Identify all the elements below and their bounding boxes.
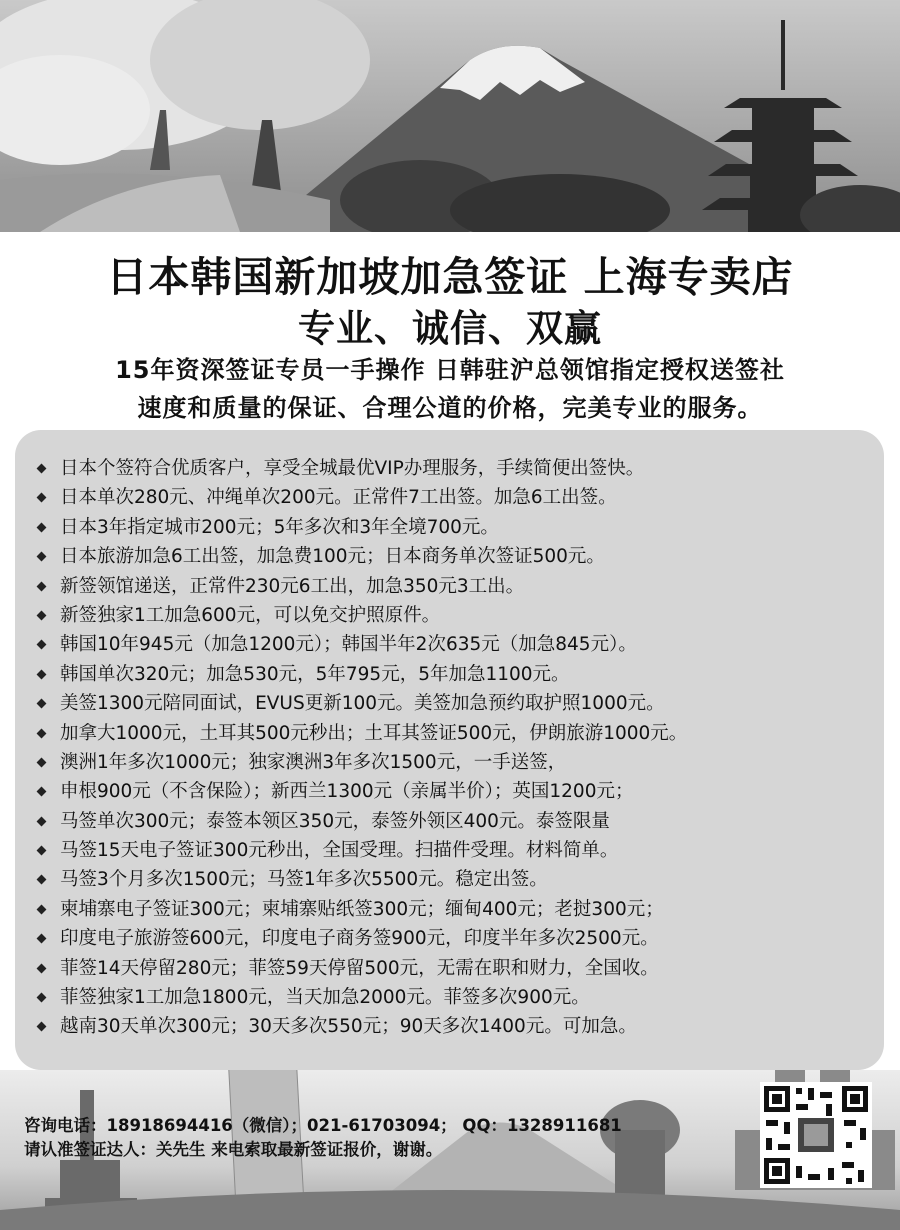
diamond-bullet-icon <box>37 699 47 709</box>
list-item <box>36 983 876 1012</box>
diamond-bullet-icon <box>37 464 47 474</box>
diamond-bullet-icon <box>37 493 47 503</box>
list-item-text: 加拿大1000元，土耳其500元秒出；土耳其签证500元，伊朗旅游1000元。 <box>60 722 688 744</box>
list-item <box>36 807 876 836</box>
list-item <box>36 542 876 571</box>
diamond-bullet-icon <box>37 640 47 650</box>
diamond-bullet-icon <box>37 934 47 944</box>
list-item-text: 新签领馆递送，正常件230元6工出，加急350元3工出。 <box>60 575 525 597</box>
list-item-text: 日本单次280元、冲绳单次200元。正常件7工出签。加急6工出签。 <box>60 487 617 509</box>
list-item <box>36 954 876 983</box>
list-item <box>36 1012 876 1041</box>
list-item <box>36 777 876 806</box>
list-item <box>36 689 876 718</box>
diamond-bullet-icon <box>37 993 47 1003</box>
list-item-text: 日本旅游加急6工出签，加急费100元；日本商务单次签证500元。 <box>60 546 605 568</box>
diamond-bullet-icon <box>37 904 47 914</box>
contact-phone-line: 咨询电话：18918694416（微信）；021-61703094； QQ：1328911681 <box>24 1116 622 1135</box>
list-item-text: 韩国单次320元；加急530元，5年795元，5年加急1100元。 <box>60 663 570 685</box>
list-item <box>36 748 876 777</box>
diamond-bullet-icon <box>37 1022 47 1032</box>
list-item-text: 马签3个月多次1500元；马签1年多次5500元。稳定出签。 <box>60 869 548 891</box>
list-item-text: 印度电子旅游签600元，印度电子商务签900元，印度半年多次2500元。 <box>60 928 659 950</box>
contact-person-line: 请认准签证达人：关先生 来电索取最新签证报价，谢谢。 <box>24 1140 443 1159</box>
diamond-bullet-icon <box>37 669 47 679</box>
list-item-text: 美签1300元陪同面试，EVUS更新100元。美签加急预约取护照1000元。 <box>60 693 665 715</box>
diamond-bullet-icon <box>37 816 47 826</box>
list-item <box>36 836 876 865</box>
list-item-text: 马签15天电子签证300元秒出，全国受理。扫描件受理。材料简单。 <box>60 840 619 862</box>
list-item <box>36 865 876 894</box>
diamond-bullet-icon <box>37 846 47 856</box>
list-item-text: 日本个签符合优质客户，享受全城最优VIP办理服务，手续简便出签快。 <box>60 458 645 479</box>
list-item-text: 新签独家1工加急600元，可以免交护照原件。 <box>60 604 441 626</box>
slogan: 专业、诚信、双赢 <box>298 307 602 350</box>
page-title: 日本韩国新加坡加急签证 上海专卖店 <box>106 253 794 301</box>
list-item-text: 柬埔寨电子签证300元；柬埔寨贴纸签300元；缅甸400元；老挝300元； <box>60 898 664 920</box>
qr-code-graphic <box>760 1082 872 1188</box>
list-item <box>36 924 876 953</box>
list-item <box>36 483 876 512</box>
service-price-list <box>36 454 876 1042</box>
list-item <box>36 513 876 542</box>
diamond-bullet-icon <box>37 611 47 621</box>
list-item <box>36 895 876 924</box>
list-item <box>36 572 876 601</box>
qr-code-icon <box>760 1082 872 1188</box>
list-item <box>36 630 876 659</box>
list-item-text: 菲签14天停留280元；菲签59天停留500元，无需在职和财力，全国收。 <box>60 957 659 979</box>
diamond-bullet-icon <box>37 552 47 562</box>
list-item-text: 马签单次300元；泰签本领区350元，泰签外领区400元。泰签限量 <box>60 810 610 832</box>
diamond-bullet-icon <box>37 728 47 738</box>
diamond-bullet-icon <box>37 875 47 885</box>
list-item <box>36 660 876 689</box>
list-item-text: 菲签独家1工加急1800元，当天加急2000元。菲签多次900元。 <box>60 987 590 1009</box>
list-item-text: 韩国10年945元（加急1200元）；韩国半年2次635元（加急845元）。 <box>60 634 637 656</box>
diamond-bullet-icon <box>37 757 47 767</box>
tagline-service: 速度和质量的保证、合理公道的价格，完美专业的服务。 <box>137 394 763 422</box>
list-item <box>36 454 876 483</box>
diamond-bullet-icon <box>37 787 47 797</box>
list-item-text: 越南30天单次300元；30天多次550元；90天多次1400元。可加急。 <box>60 1016 637 1038</box>
header-photo-banner <box>0 0 900 232</box>
fuji-pagoda-scenery <box>0 0 900 232</box>
list-item <box>36 719 876 748</box>
diamond-bullet-icon <box>37 522 47 532</box>
diamond-bullet-icon <box>37 581 47 591</box>
list-item <box>36 601 876 630</box>
list-item-text: 澳洲1年多次1000元；独家澳洲3年多次1500元，一手送签， <box>60 751 567 773</box>
diamond-bullet-icon <box>37 963 47 973</box>
list-item-text: 日本3年指定城市200元；5年多次和3年全境700元。 <box>60 516 499 538</box>
list-item-text: 申根900元（不含保险）；新西兰1300元（亲属半价）；英国1200元； <box>60 781 634 803</box>
tagline-experience: 15年资深签证专员一手操作 日韩驻沪总领馆指定授权送签社 <box>115 356 785 384</box>
